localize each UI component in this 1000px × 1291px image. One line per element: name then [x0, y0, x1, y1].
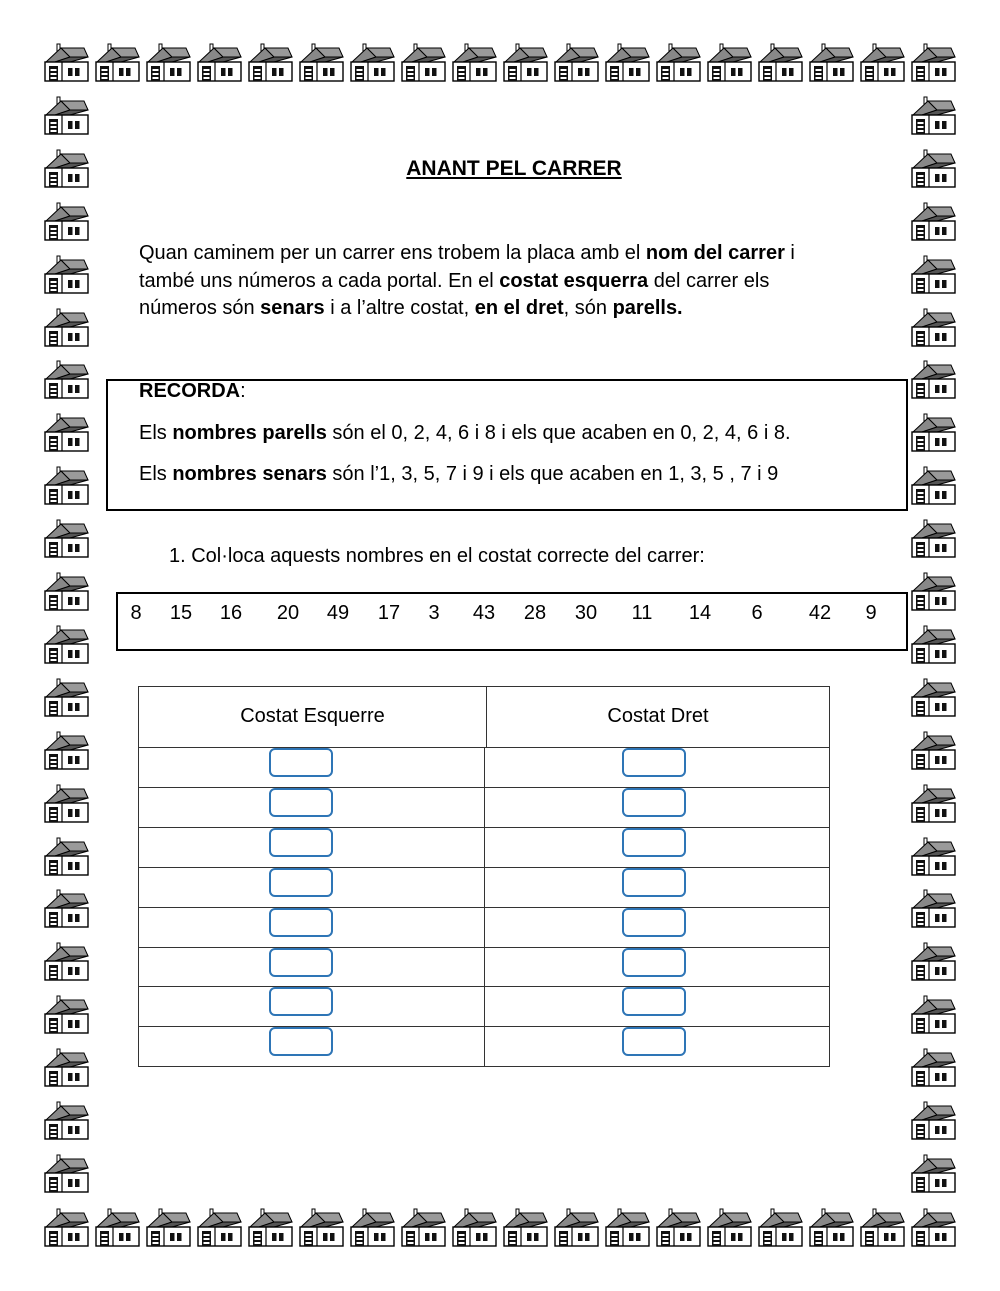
right-answer-slot[interactable] [622, 908, 686, 937]
left-answer-slot[interactable] [269, 1027, 333, 1056]
table-row-line [138, 1066, 830, 1067]
left-column-header: Costat Esquerre [240, 705, 385, 727]
number-28[interactable]: 28 [523, 602, 547, 624]
number-49[interactable]: 49 [326, 602, 350, 624]
right-column-header: Costat Dret [607, 705, 709, 727]
number-16[interactable]: 16 [219, 602, 243, 624]
house-icon [346, 43, 396, 83]
recorda-heading: RECORDA: [139, 380, 246, 402]
house-icon [907, 995, 957, 1035]
number-15[interactable]: 15 [169, 602, 193, 624]
house-icon [856, 43, 906, 83]
number-30[interactable]: 30 [574, 602, 598, 624]
house-icon [142, 43, 192, 83]
right-answer-slot[interactable] [622, 987, 686, 1016]
house-icon [703, 43, 753, 83]
house-icon [601, 1208, 651, 1248]
house-icon [40, 837, 90, 877]
house-icon [40, 572, 90, 612]
house-icon [754, 43, 804, 83]
house-icon [142, 1208, 192, 1248]
house-icon [295, 1208, 345, 1248]
house-icon [448, 1208, 498, 1248]
house-icon [907, 625, 957, 665]
house-icon [40, 202, 90, 242]
house-icon [40, 784, 90, 824]
house-icon [907, 1048, 957, 1088]
house-icon [91, 1208, 141, 1248]
left-answer-slot[interactable] [269, 788, 333, 817]
number-14[interactable]: 14 [688, 602, 712, 624]
house-icon [907, 942, 957, 982]
number-17[interactable]: 17 [377, 602, 401, 624]
right-answer-slot[interactable] [622, 1027, 686, 1056]
house-icon [907, 1208, 957, 1248]
house-icon [40, 731, 90, 771]
left-answer-slot[interactable] [269, 908, 333, 937]
right-answer-slot[interactable] [622, 748, 686, 777]
right-answer-slot[interactable] [622, 788, 686, 817]
house-icon [244, 43, 294, 83]
left-answer-slot[interactable] [269, 987, 333, 1016]
right-answer-slot[interactable] [622, 828, 686, 857]
house-icon [805, 43, 855, 83]
house-icon [40, 43, 90, 83]
house-icon [805, 1208, 855, 1248]
table-row-line [138, 827, 830, 828]
house-icon [499, 1208, 549, 1248]
house-icon [40, 255, 90, 295]
house-icon [40, 519, 90, 559]
table-divider-lower [484, 748, 485, 1066]
table-row-line [138, 947, 830, 948]
house-icon [295, 43, 345, 83]
house-icon [907, 837, 957, 877]
house-icon [907, 43, 957, 83]
page-title: ANANT PEL CARRER [406, 157, 622, 180]
instruction: 1. Col·loca aquests nombres en el costat correcte del carrer: [169, 545, 705, 567]
house-icon [907, 96, 957, 136]
number-43[interactable]: 43 [472, 602, 496, 624]
number-6[interactable]: 6 [751, 602, 763, 624]
house-icon [703, 1208, 753, 1248]
number-11[interactable]: 11 [631, 602, 653, 624]
house-icon [907, 413, 957, 453]
house-icon [448, 43, 498, 83]
house-icon [907, 202, 957, 242]
house-icon [907, 678, 957, 718]
house-icon [907, 360, 957, 400]
table-row-line [138, 1026, 830, 1027]
table-right-border [829, 686, 830, 1066]
right-answer-slot[interactable] [622, 868, 686, 897]
house-icon [244, 1208, 294, 1248]
left-answer-slot[interactable] [269, 948, 333, 977]
house-icon [907, 784, 957, 824]
house-icon [40, 466, 90, 506]
number-42[interactable]: 42 [808, 602, 832, 624]
number-3[interactable]: 3 [428, 602, 440, 624]
house-icon [40, 1154, 90, 1194]
house-icon [907, 889, 957, 929]
house-icon [397, 43, 447, 83]
table-left-border [138, 686, 139, 1066]
left-answer-slot[interactable] [269, 828, 333, 857]
house-icon [499, 43, 549, 83]
intro-line-3: números són senars i a l’altre costat, en el dret, són parells. [139, 297, 683, 319]
table-row-line [138, 986, 830, 987]
number-8[interactable]: 8 [130, 602, 142, 624]
table-top-border [138, 686, 830, 687]
table-row-line [138, 907, 830, 908]
house-icon [40, 96, 90, 136]
left-answer-slot[interactable] [269, 748, 333, 777]
house-icon [346, 1208, 396, 1248]
house-icon [907, 519, 957, 559]
intro-paragraph [139, 240, 899, 323]
intro-line-1: Quan caminem per un carrer ens trobem la placa amb el nom del carrer i [139, 242, 795, 264]
house-icon [193, 1208, 243, 1248]
intro-line-2: també uns números a cada portal. En el costat esquerra del carrer els [139, 269, 770, 292]
house-icon [40, 678, 90, 718]
number-9[interactable]: 9 [865, 602, 877, 624]
house-icon [907, 731, 957, 771]
house-icon [907, 1154, 957, 1194]
house-icon [40, 625, 90, 665]
house-icon [550, 1208, 600, 1248]
house-icon [40, 889, 90, 929]
right-answer-slot[interactable] [622, 948, 686, 977]
house-icon [40, 942, 90, 982]
house-icon [40, 995, 90, 1035]
house-icon [907, 466, 957, 506]
house-icon [40, 1048, 90, 1088]
house-icon [601, 43, 651, 83]
house-icon [40, 308, 90, 348]
house-icon [193, 43, 243, 83]
house-icon [907, 572, 957, 612]
table-row-line [138, 747, 830, 748]
house-icon [907, 1101, 957, 1141]
house-icon [652, 1208, 702, 1248]
left-answer-slot[interactable] [269, 868, 333, 897]
house-icon [40, 1101, 90, 1141]
house-icon [856, 1208, 906, 1248]
recorda-even-rule: Els nombres parells són el 0, 2, 4, 6 i 8 i els que acaben en 0, 2, 4, 6 i 8. [139, 422, 791, 444]
house-icon [550, 43, 600, 83]
recorda-odd-rule: Els nombres senars són l’1, 3, 5, 7 i 9 i els que acaben en 1, 3, 5 , 7 i 9 [139, 463, 779, 485]
house-icon [40, 413, 90, 453]
house-icon [40, 1208, 90, 1248]
number-20[interactable]: 20 [276, 602, 300, 624]
house-icon [652, 43, 702, 83]
house-icon [907, 255, 957, 295]
house-icon [397, 1208, 447, 1248]
house-icon [907, 308, 957, 348]
house-icon [40, 360, 90, 400]
table-row-line [138, 787, 830, 788]
house-icon [91, 43, 141, 83]
house-icon [754, 1208, 804, 1248]
table-row-line [138, 867, 830, 868]
